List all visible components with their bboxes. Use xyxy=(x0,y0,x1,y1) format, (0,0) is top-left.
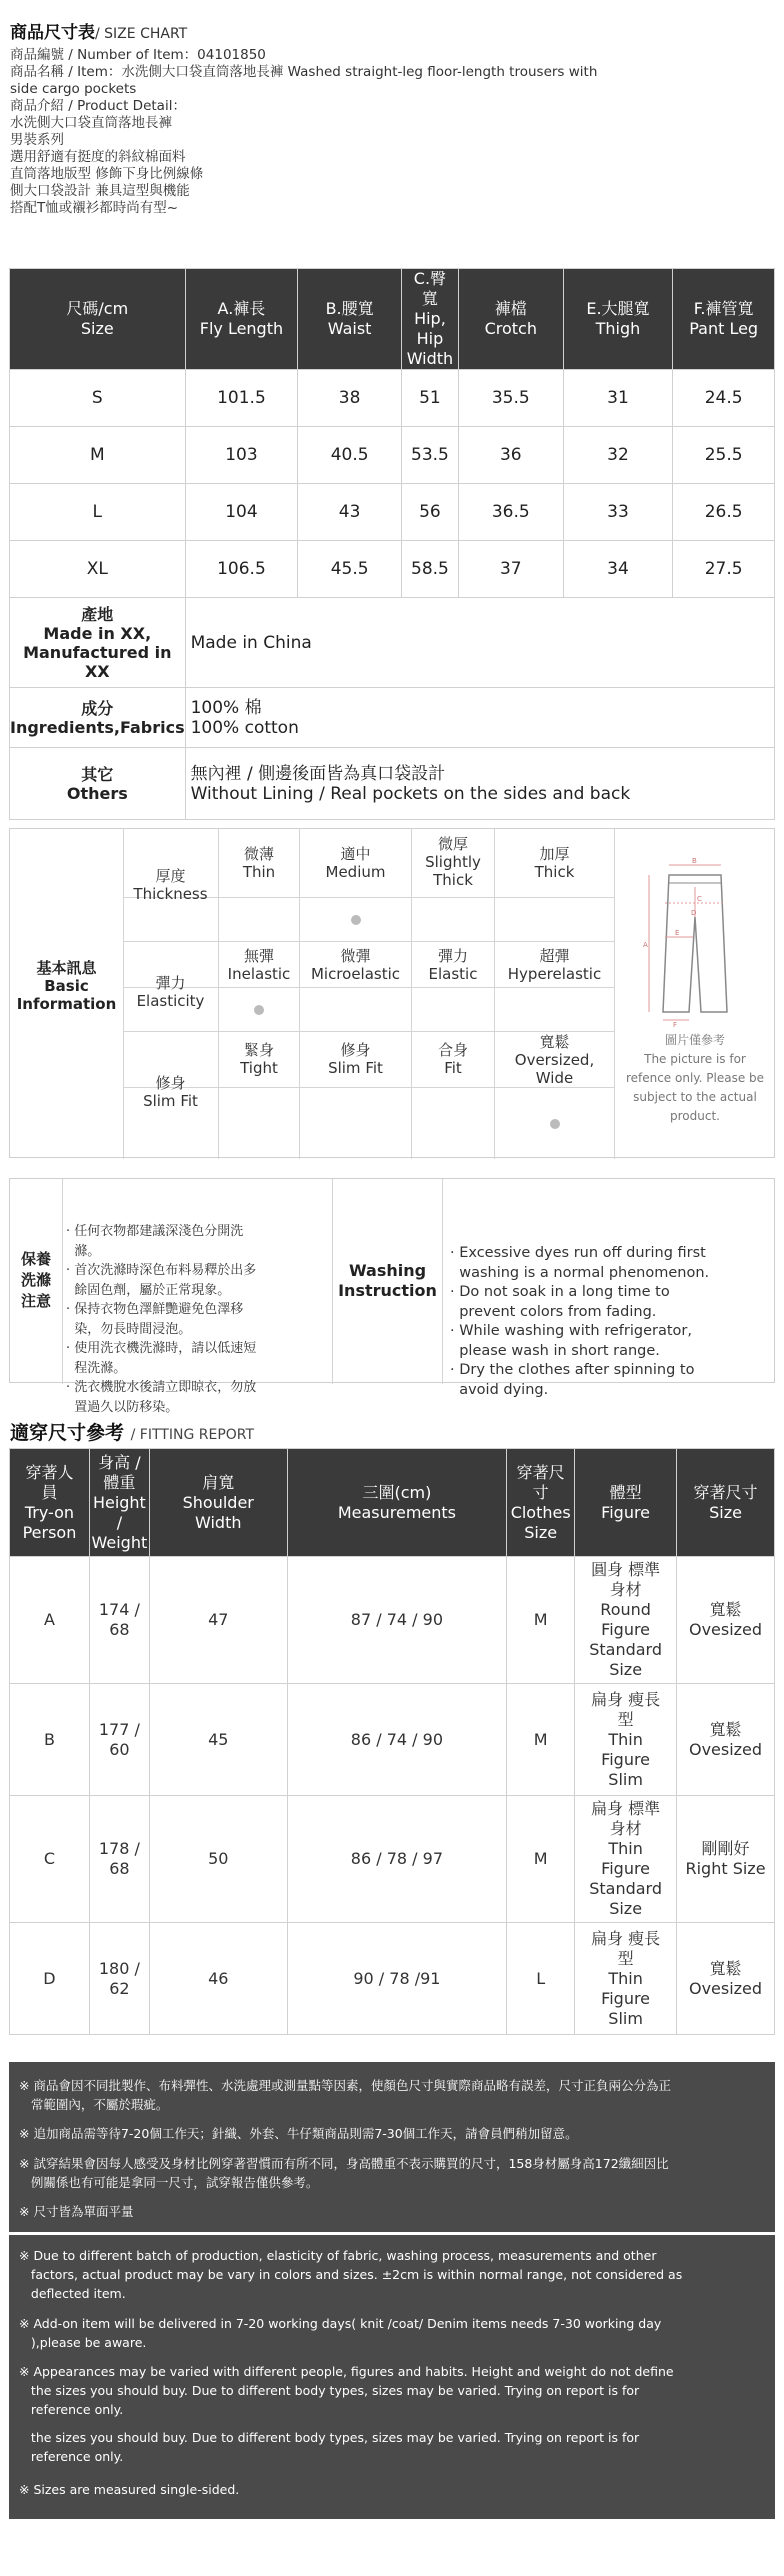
value-cell: 40.5 xyxy=(298,427,402,484)
info-key: 產地 Made in XX, Manufactured in XX xyxy=(10,598,186,688)
washing-title-en: Washing Instruction xyxy=(338,1261,437,1300)
thickness-label: 厚度 Thickness xyxy=(133,867,208,903)
fit-option: 修身 Slim Fit xyxy=(328,1041,383,1077)
header-line: 水洗側大口袋直筒落地長褲 xyxy=(10,115,172,131)
col-header-height-weight: 身高 / 體重 Height / Weight xyxy=(89,1449,149,1557)
notes-divider xyxy=(9,2232,775,2235)
note-en-2: ※ Add-on item will be delivered in 7-20 working days( knit /coat/ Denim items needs 7-30 working day ),please be aware. xyxy=(19,2316,662,2350)
thickness-option: 加厚 Thick xyxy=(534,845,575,881)
info-key: 成分 Ingredients,Fabrics xyxy=(10,688,186,748)
diagram-letter: C xyxy=(697,895,702,903)
value-cell: 37 xyxy=(458,541,563,598)
thickness-selected-dot xyxy=(351,915,361,925)
value-cell: 104 xyxy=(185,484,298,541)
diagram-letter: F xyxy=(673,1021,678,1027)
size-cell: L xyxy=(10,484,186,541)
table-row xyxy=(10,1923,775,2035)
col-header-person: 穿著人 員 Try-on Person xyxy=(10,1449,90,1557)
table-row xyxy=(10,1684,775,1796)
value-cell: 25.5 xyxy=(673,427,775,484)
table-row xyxy=(10,370,775,427)
col-header-shoulder: 肩寬 Shoulder Width xyxy=(149,1449,287,1557)
table-row xyxy=(10,541,775,598)
person-cell: D xyxy=(10,1923,90,2035)
header-line: 商品編號 / Number of Item：04101850 xyxy=(10,47,266,63)
value-cell: 103 xyxy=(185,427,298,484)
header-line: 直筒落地版型 修飾下身比例線條 xyxy=(10,166,204,182)
fitting-table xyxy=(9,1448,775,2035)
height-weight-cell: 177 / 60 xyxy=(89,1684,149,1796)
note-zh-2: ※ 追加商品需等待7-20個工作天；針織、外套、牛仔類商品則需7-30個工作天，請會員們稍加留意。 xyxy=(19,2126,578,2141)
shoulder-cell: 50 xyxy=(149,1796,287,1923)
elasticity-option: 超彈 Hyperelastic xyxy=(507,947,602,983)
height-weight-cell: 178 / 68 xyxy=(89,1796,149,1923)
note-en-4: ※ Sizes are measured single-sided. xyxy=(19,2482,240,2497)
shoulder-cell: 45 xyxy=(149,1684,287,1796)
table-row xyxy=(10,1796,775,1923)
fitting-header xyxy=(10,1449,775,1557)
col-header-crotch: 褲檔 Crotch xyxy=(458,269,563,370)
person-cell: C xyxy=(10,1796,90,1923)
fit-selected-dot xyxy=(550,1119,560,1129)
pants-diagram-icon xyxy=(635,857,755,1027)
measurements-cell: 86 / 74 / 90 xyxy=(287,1684,507,1796)
washing-zh-list: · 任何衣物都建議深淺色分開洗 滌。 · 首次洗滌時深色布料易釋於出多 餘固色劑，屬於正常現象。 · 保持衣物色澤鮮艷避免色澤移 染，勿長時間浸泡。 · 使用洗衣機洗滌時，請以低速短 程洗滌。 · 洗衣機脫水後請立即晾衣，勿放 置過久以防移染。 xyxy=(66,1224,257,1415)
size-cell: XL xyxy=(10,541,186,598)
shoulder-cell: 47 xyxy=(149,1557,287,1684)
note-zh-1: ※ 商品會因不同批製作、布料彈性、水洗處理或測量點等因素，使顏色尺寸與實際商品略有誤差，尺寸正負兩公分為正 常範圍內，不屬於瑕疵。 xyxy=(19,2078,671,2112)
value-cell: 36.5 xyxy=(458,484,563,541)
fit-label: 修身 Slim Fit xyxy=(143,1074,198,1110)
value-cell: 26.5 xyxy=(673,484,775,541)
height-weight-cell: 180 / 62 xyxy=(89,1923,149,2035)
value-cell: 45.5 xyxy=(298,541,402,598)
fitting-title: 適穿尺寸參考 / FITTING REPORT xyxy=(10,1422,255,1444)
elasticity-selected-dot xyxy=(254,1005,264,1015)
col-header-fly-length: A.褲長 Fly Length xyxy=(185,269,298,370)
diagram-letter: A xyxy=(643,941,648,949)
fit-cell: 寬鬆 Ovesized xyxy=(677,1557,775,1684)
basic-info-label: 基本訊息 Basic Information xyxy=(16,959,117,1013)
col-header-fit-size: 穿著尺寸 Size xyxy=(677,1449,775,1557)
value-cell: 56 xyxy=(401,484,458,541)
clothes-size-cell: M xyxy=(507,1684,575,1796)
diagram-letter: B xyxy=(692,857,697,865)
clothes-size-cell: L xyxy=(507,1923,575,2035)
value-cell: 43 xyxy=(298,484,402,541)
col-header-figure: 體型 Figure xyxy=(575,1449,677,1557)
basic-info-panel xyxy=(9,828,775,1158)
fit-option: 合身 Fit xyxy=(437,1041,468,1077)
value-cell: 58.5 xyxy=(401,541,458,598)
washing-en-list: · Excessive dyes run off during first washing is a normal phenomenon. · Do not soak in a long time to prevent colors from fading. · While washing with refrigerator, please wash in short range. · Dry the clothes after spinning to avoid dying. xyxy=(450,1245,710,1398)
fit-cell: 寬鬆 Ovesized xyxy=(677,1684,775,1796)
washing-panel xyxy=(9,1178,775,1415)
value-cell: 38 xyxy=(298,370,402,427)
note-en-3: ※ Appearances may be varied with different people, figures and habits. Height and weight do not define the sizes you should buy. Due to different body types, sizes may be varied. Trying on report is for reference only. xyxy=(19,2364,674,2417)
page-title: 商品尺寸表/ SIZE CHART xyxy=(10,23,188,43)
clothes-size-cell: M xyxy=(507,1557,575,1684)
header-lines xyxy=(10,47,774,217)
col-header-waist: B.腰寬 Waist xyxy=(298,269,402,370)
value-cell: 32 xyxy=(563,427,673,484)
col-header-measurements: 三圍(cm) Measurements xyxy=(287,1449,507,1557)
size-cell: S xyxy=(10,370,186,427)
table-row xyxy=(10,1557,775,1684)
fit-cell: 剛剛好 Right Size xyxy=(677,1796,775,1923)
elasticity-option: 無彈 Inelastic xyxy=(227,947,291,983)
col-header-size: 尺碼/cm Size xyxy=(10,269,186,370)
shoulder-cell: 46 xyxy=(149,1923,287,2035)
col-header-hip: C.臀 寬 Hip, Hip Width xyxy=(401,269,458,370)
header-line: side cargo pockets xyxy=(10,81,137,97)
measurements-cell: 87 / 74 / 90 xyxy=(287,1557,507,1684)
fit-cell: 寬鬆 Ovesized xyxy=(677,1923,775,2035)
note-zh-4: ※ 尺寸皆為單面平量 xyxy=(19,2204,134,2219)
header-line: 商品名稱 / Item：水洗側大口袋直筒落地長褲 Washed straight-leg floor-length trousers with xyxy=(10,64,598,80)
value-cell: 106.5 xyxy=(185,541,298,598)
header-line: 男裝系列 xyxy=(10,132,64,148)
thickness-option: 微薄 Thin xyxy=(242,845,276,881)
figure-cell: 扁身 標準 身材 Thin Figure Standard Size xyxy=(575,1796,677,1923)
figure-cell: 扁身 瘦長 型 Thin Figure Slim xyxy=(575,1684,677,1796)
product-header xyxy=(10,18,774,217)
diagram-letter: D xyxy=(691,909,697,917)
fit-option: 緊身 Tight xyxy=(240,1041,278,1077)
size-table-header xyxy=(10,269,775,370)
diagram-caption: 圖片僅參考 The picture is for refence only. Please be subject to the actual product. xyxy=(625,1033,765,1123)
thickness-option: 適中 Medium xyxy=(325,845,386,881)
info-value: 無內裡 / 側邊後面皆為真口袋設計 Without Lining / Real pockets on the sides and back xyxy=(185,748,774,820)
person-cell: A xyxy=(10,1557,90,1684)
table-row xyxy=(10,484,775,541)
value-cell: 36 xyxy=(458,427,563,484)
notes-panel xyxy=(9,2062,775,2519)
figure-cell: 扁身 瘦長 型 Thin Figure Slim xyxy=(575,1923,677,2035)
value-cell: 33 xyxy=(563,484,673,541)
info-row-fabric xyxy=(10,688,775,748)
elasticity-option: 微彈 Microelastic xyxy=(310,947,401,983)
info-row-others xyxy=(10,748,775,820)
info-row-origin xyxy=(10,598,775,688)
elasticity-label: 彈力 Elasticity xyxy=(136,974,205,1010)
elasticity-option: 彈力 Elastic xyxy=(428,947,478,983)
size-cell: M xyxy=(10,427,186,484)
table-row xyxy=(10,427,775,484)
value-cell: 51 xyxy=(401,370,458,427)
header-line: 側大口袋設計 兼具這型與機能 xyxy=(10,183,190,199)
clothes-size-cell: M xyxy=(507,1796,575,1923)
col-header-pant-leg: F.褲管寬 Pant Leg xyxy=(673,269,775,370)
col-header-clothes-size: 穿著尺 寸 Clothes Size xyxy=(507,1449,575,1557)
measurements-cell: 90 / 78 /91 xyxy=(287,1923,507,2035)
info-key: 其它 Others xyxy=(10,748,186,820)
thickness-option: 微厚 Slightly Thick xyxy=(425,835,481,889)
size-table xyxy=(9,268,775,820)
col-header-thigh: E.大腿寬 Thigh xyxy=(563,269,673,370)
note-en-3-repeat: the sizes you should buy. Due to different body types, sizes may be varied. Trying on report is for reference only. xyxy=(19,2430,640,2464)
height-weight-cell: 174 / 68 xyxy=(89,1557,149,1684)
washing-label: 保養 洗滌 注意 xyxy=(20,1250,51,1310)
value-cell: 34 xyxy=(563,541,673,598)
value-cell: 27.5 xyxy=(673,541,775,598)
info-value: Made in China xyxy=(185,598,774,688)
info-value: 100% 棉 100% cotton xyxy=(185,688,774,748)
header-line: 選用舒適有挺度的斜紋棉面料 xyxy=(10,149,186,165)
value-cell: 101.5 xyxy=(185,370,298,427)
value-cell: 24.5 xyxy=(673,370,775,427)
measurements-cell: 86 / 78 / 97 xyxy=(287,1796,507,1923)
header-line: 搭配T恤或襯衫都時尚有型~ xyxy=(10,200,179,216)
note-zh-3: ※ 試穿結果會因每人感受及身材比例穿著習慣而有所不同，身高體重不表示購買的尺寸，158身材屬身高172纖細因比 例關係也有可能是拿同一尺寸，試穿報告僅供參考。 xyxy=(19,2156,669,2190)
diagram-letter: E xyxy=(675,929,680,937)
note-en-1: ※ Due to different batch of production, elasticity of fabric, washing process, measurements and other factors, actual product may be vary in colors and sizes. ±2cm is within normal range, not considered as deflected item. xyxy=(19,2248,683,2301)
figure-cell: 圓身 標準 身材 Round Figure Standard Size xyxy=(575,1557,677,1684)
header-line: 商品介紹 / Product Detail： xyxy=(10,98,186,114)
fit-option: 寬鬆 Oversized, Wide xyxy=(514,1033,595,1087)
value-cell: 35.5 xyxy=(458,370,563,427)
value-cell: 53.5 xyxy=(401,427,458,484)
value-cell: 31 xyxy=(563,370,673,427)
person-cell: B xyxy=(10,1684,90,1796)
